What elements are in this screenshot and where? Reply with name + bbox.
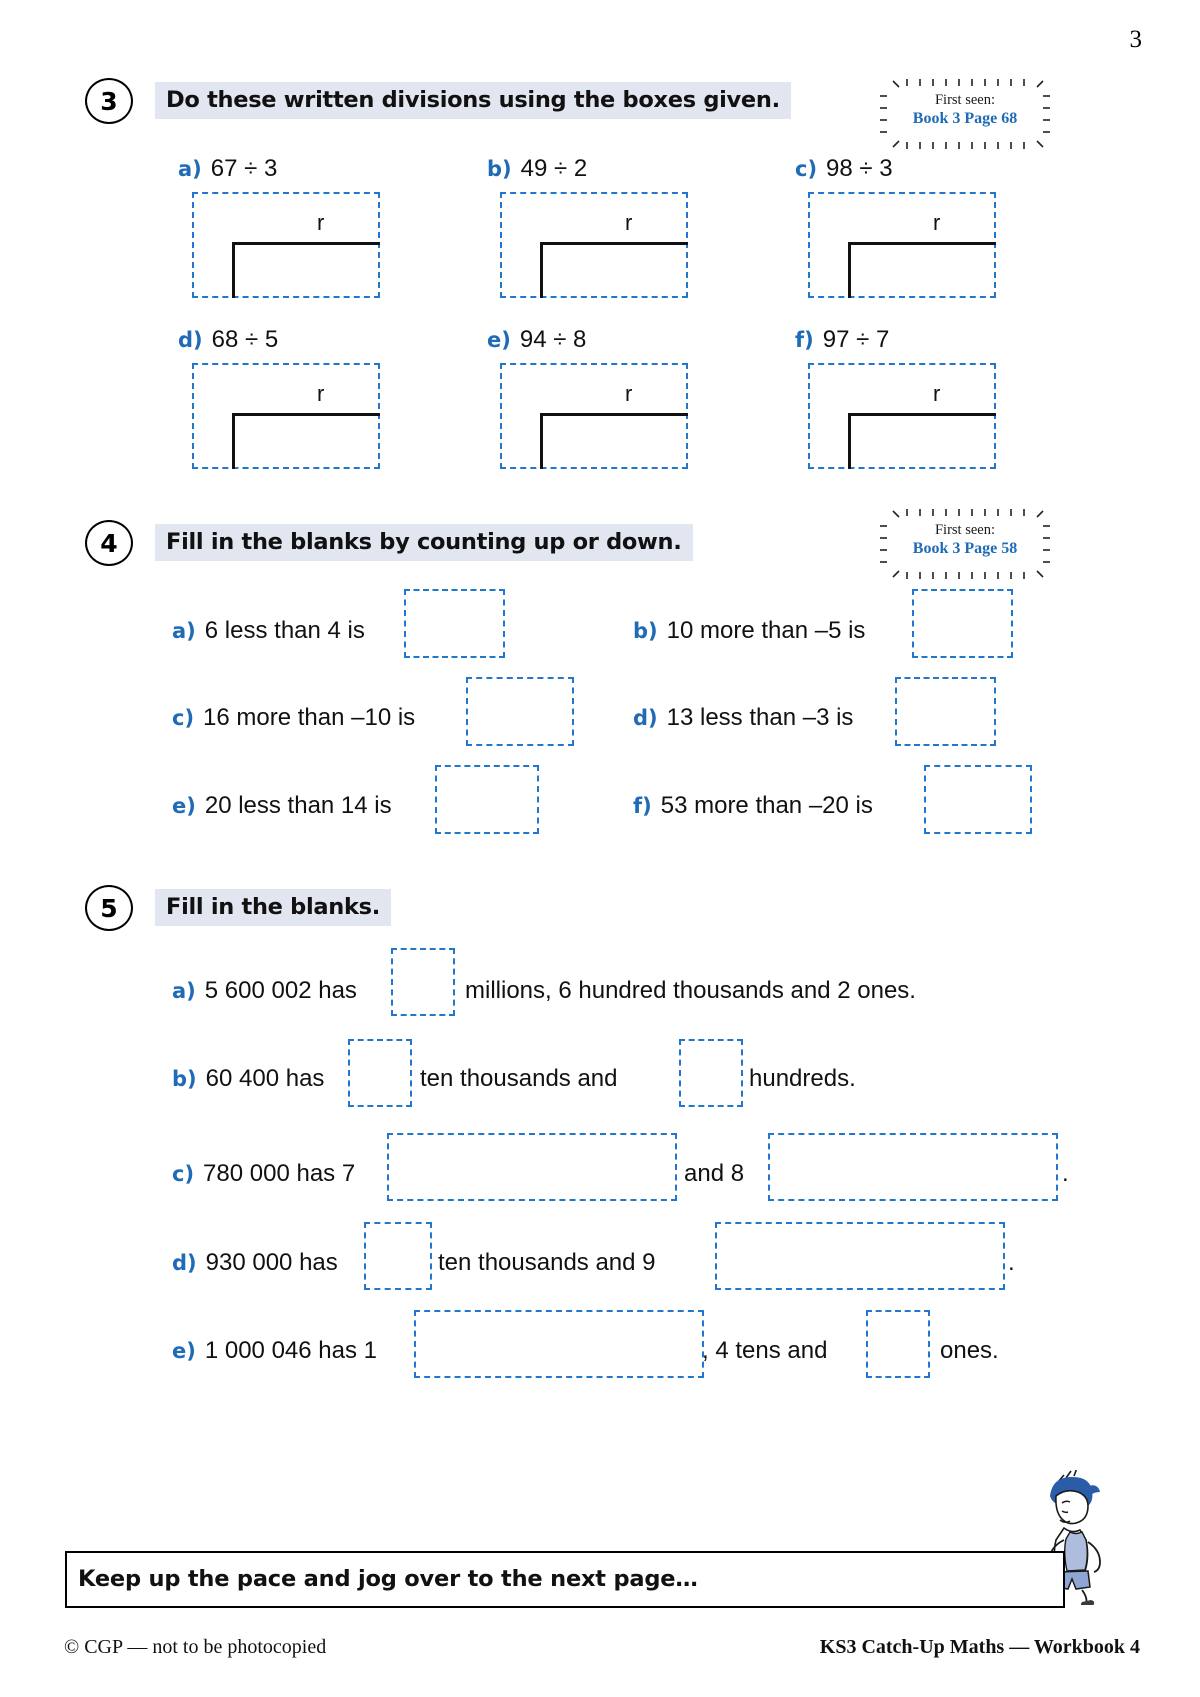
q5-item-d-text-post: .	[1008, 1249, 1015, 1276]
q3-division-bracket-c	[808, 192, 996, 298]
badge-page-ref: Book 3 Page 68	[912, 110, 1018, 128]
q3-item-c-expression: 98 ÷ 3	[826, 155, 893, 182]
q3-item-a-label: a)	[178, 157, 202, 181]
q5-item-c-text-pre: 780 000 has 7	[203, 1160, 356, 1187]
q5-answer-box-d2[interactable]	[715, 1222, 1005, 1290]
q3-item-e-label: e)	[487, 328, 511, 352]
q5-answer-box-a1[interactable]	[391, 948, 455, 1016]
q3-item-f	[795, 326, 889, 354]
page-number: 3	[1129, 26, 1142, 53]
q4-item-a-label: a)	[172, 619, 196, 643]
bracket-horizontal	[848, 413, 996, 416]
q4-answer-box-d[interactable]	[895, 677, 996, 746]
q3-item-b-expression: 49 ÷ 2	[520, 155, 588, 182]
q5-item-d-text-pre: 930 000 has	[205, 1249, 338, 1276]
q5-item-e-text-post: ones.	[940, 1337, 999, 1364]
q5-answer-box-b2[interactable]	[679, 1039, 743, 1107]
q4-item-e-text: 20 less than 14 is	[204, 792, 392, 819]
q5-item-c-text-mid: and 8	[684, 1160, 745, 1187]
bracket-horizontal	[232, 413, 380, 416]
q3-item-c-label: c)	[795, 157, 818, 181]
q5-item-c-text-post: .	[1062, 1160, 1069, 1187]
section-3-title: Do these written divisions using the boxes given.	[155, 82, 791, 119]
q5-answer-box-d1[interactable]	[364, 1222, 432, 1290]
q3-item-f-expression: 97 ÷ 7	[822, 326, 890, 353]
q5-answer-box-c1[interactable]	[387, 1133, 677, 1201]
q4-item-c-label: c)	[172, 706, 195, 730]
badge-page-ref: Book 3 Page 58	[912, 540, 1018, 558]
q3-item-d-expression: 68 ÷ 5	[211, 326, 279, 353]
bracket-vertical	[848, 413, 851, 469]
bracket-vertical	[848, 242, 851, 298]
q4-item-f	[633, 792, 873, 820]
remainder-label-b: r	[625, 210, 633, 235]
q4-item-c-text: 16 more than –10 is	[203, 704, 416, 731]
question-number-3: 3	[85, 78, 133, 124]
q4-item-b	[633, 617, 865, 645]
q4-answer-box-e[interactable]	[435, 765, 539, 834]
question-number-4: 4	[85, 520, 133, 566]
q4-item-f-text: 53 more than –20 is	[660, 792, 873, 819]
bracket-horizontal	[848, 242, 996, 245]
q5-item-a-pre	[172, 977, 357, 1005]
bracket-vertical	[232, 413, 235, 469]
q4-item-f-label: f)	[633, 794, 652, 818]
q4-item-b-label: b)	[633, 619, 658, 643]
book-reference: KS3 Catch-Up Maths — Workbook 4	[819, 1636, 1140, 1658]
first-seen-badge-q4	[875, 506, 1055, 582]
q3-item-e	[487, 326, 586, 354]
q5-item-a-text-mid: millions, 6 hundred thousands and 2 ones.	[465, 977, 916, 1004]
q5-item-c-pre	[172, 1160, 355, 1188]
q4-item-c	[172, 704, 415, 732]
q3-item-d	[178, 326, 278, 354]
q4-item-e-label: e)	[172, 794, 196, 818]
bracket-vertical	[540, 242, 543, 298]
q5-item-b-text-pre: 60 400 has	[205, 1065, 325, 1092]
q3-item-f-label: f)	[795, 328, 814, 352]
q3-division-bracket-a	[192, 192, 380, 298]
q4-answer-box-c[interactable]	[466, 677, 574, 746]
q3-division-bracket-e	[500, 363, 688, 469]
q4-answer-box-a[interactable]	[404, 589, 505, 658]
q5-item-e-pre	[172, 1337, 377, 1365]
q5-item-d-label: d)	[172, 1251, 197, 1275]
copyright-notice: © CGP — not to be photocopied	[64, 1636, 327, 1658]
q3-item-b	[487, 155, 587, 183]
q3-item-c	[795, 155, 893, 183]
question-number-5: 5	[85, 885, 133, 931]
q4-item-d	[633, 704, 853, 732]
q4-item-d-label: d)	[633, 706, 658, 730]
q3-item-a	[178, 155, 277, 183]
q3-division-bracket-f	[808, 363, 996, 469]
q5-item-e-label: e)	[172, 1339, 196, 1363]
q4-answer-box-b[interactable]	[912, 589, 1013, 658]
q3-item-a-expression: 67 ÷ 3	[210, 155, 278, 182]
q3-division-bracket-d	[192, 363, 380, 469]
q5-item-b-pre	[172, 1065, 324, 1093]
remainder-label-d: r	[317, 381, 325, 406]
remainder-label-a: r	[317, 210, 325, 235]
badge-label: First seen:	[934, 92, 995, 108]
footer-note: Keep up the pace and jog over to the next page…	[78, 1566, 698, 1592]
remainder-label-f: r	[933, 381, 941, 406]
q5-item-a-text-pre: 5 600 002 has	[204, 977, 357, 1004]
bracket-horizontal	[540, 242, 688, 245]
first-seen-badge-q3	[875, 76, 1055, 152]
q5-item-b-text-post: hundreds.	[749, 1065, 856, 1092]
q5-item-a-label: a)	[172, 979, 196, 1003]
q3-item-d-label: d)	[178, 328, 203, 352]
q3-division-bracket-b	[500, 192, 688, 298]
q5-answer-box-c2[interactable]	[768, 1133, 1058, 1201]
q5-item-e-text-mid: , 4 tens and	[702, 1337, 828, 1364]
q3-item-b-label: b)	[487, 157, 512, 181]
bracket-vertical	[232, 242, 235, 298]
bracket-vertical	[540, 413, 543, 469]
q4-answer-box-f[interactable]	[924, 765, 1032, 834]
section-5-title: Fill in the blanks.	[155, 889, 391, 926]
bracket-horizontal	[540, 413, 688, 416]
remainder-label-c: r	[933, 210, 941, 235]
q4-item-d-text: 13 less than –3 is	[666, 704, 854, 731]
remainder-label-e: r	[625, 381, 633, 406]
q4-item-e	[172, 792, 392, 820]
q5-answer-box-e1[interactable]	[414, 1310, 704, 1378]
q4-item-a	[172, 617, 365, 645]
q4-item-b-text: 10 more than –5 is	[666, 617, 866, 644]
section-4-title: Fill in the blanks by counting up or down.	[155, 524, 693, 561]
q5-item-b-text-mid: ten thousands and	[420, 1065, 618, 1092]
q5-item-c-label: c)	[172, 1162, 195, 1186]
q5-answer-box-b1[interactable]	[348, 1039, 412, 1107]
q5-answer-box-e2[interactable]	[866, 1310, 930, 1378]
q5-item-d-text-mid: ten thousands and 9	[438, 1249, 656, 1276]
q4-item-a-text: 6 less than 4 is	[204, 617, 365, 644]
badge-label: First seen:	[934, 522, 995, 538]
q5-item-d-pre	[172, 1249, 338, 1277]
q3-item-e-expression: 94 ÷ 8	[519, 326, 587, 353]
q5-item-e-text-pre: 1 000 046 has 1	[204, 1337, 377, 1364]
q5-item-b-label: b)	[172, 1067, 197, 1091]
section-5	[0, 885, 1200, 931]
bracket-horizontal	[232, 242, 380, 245]
